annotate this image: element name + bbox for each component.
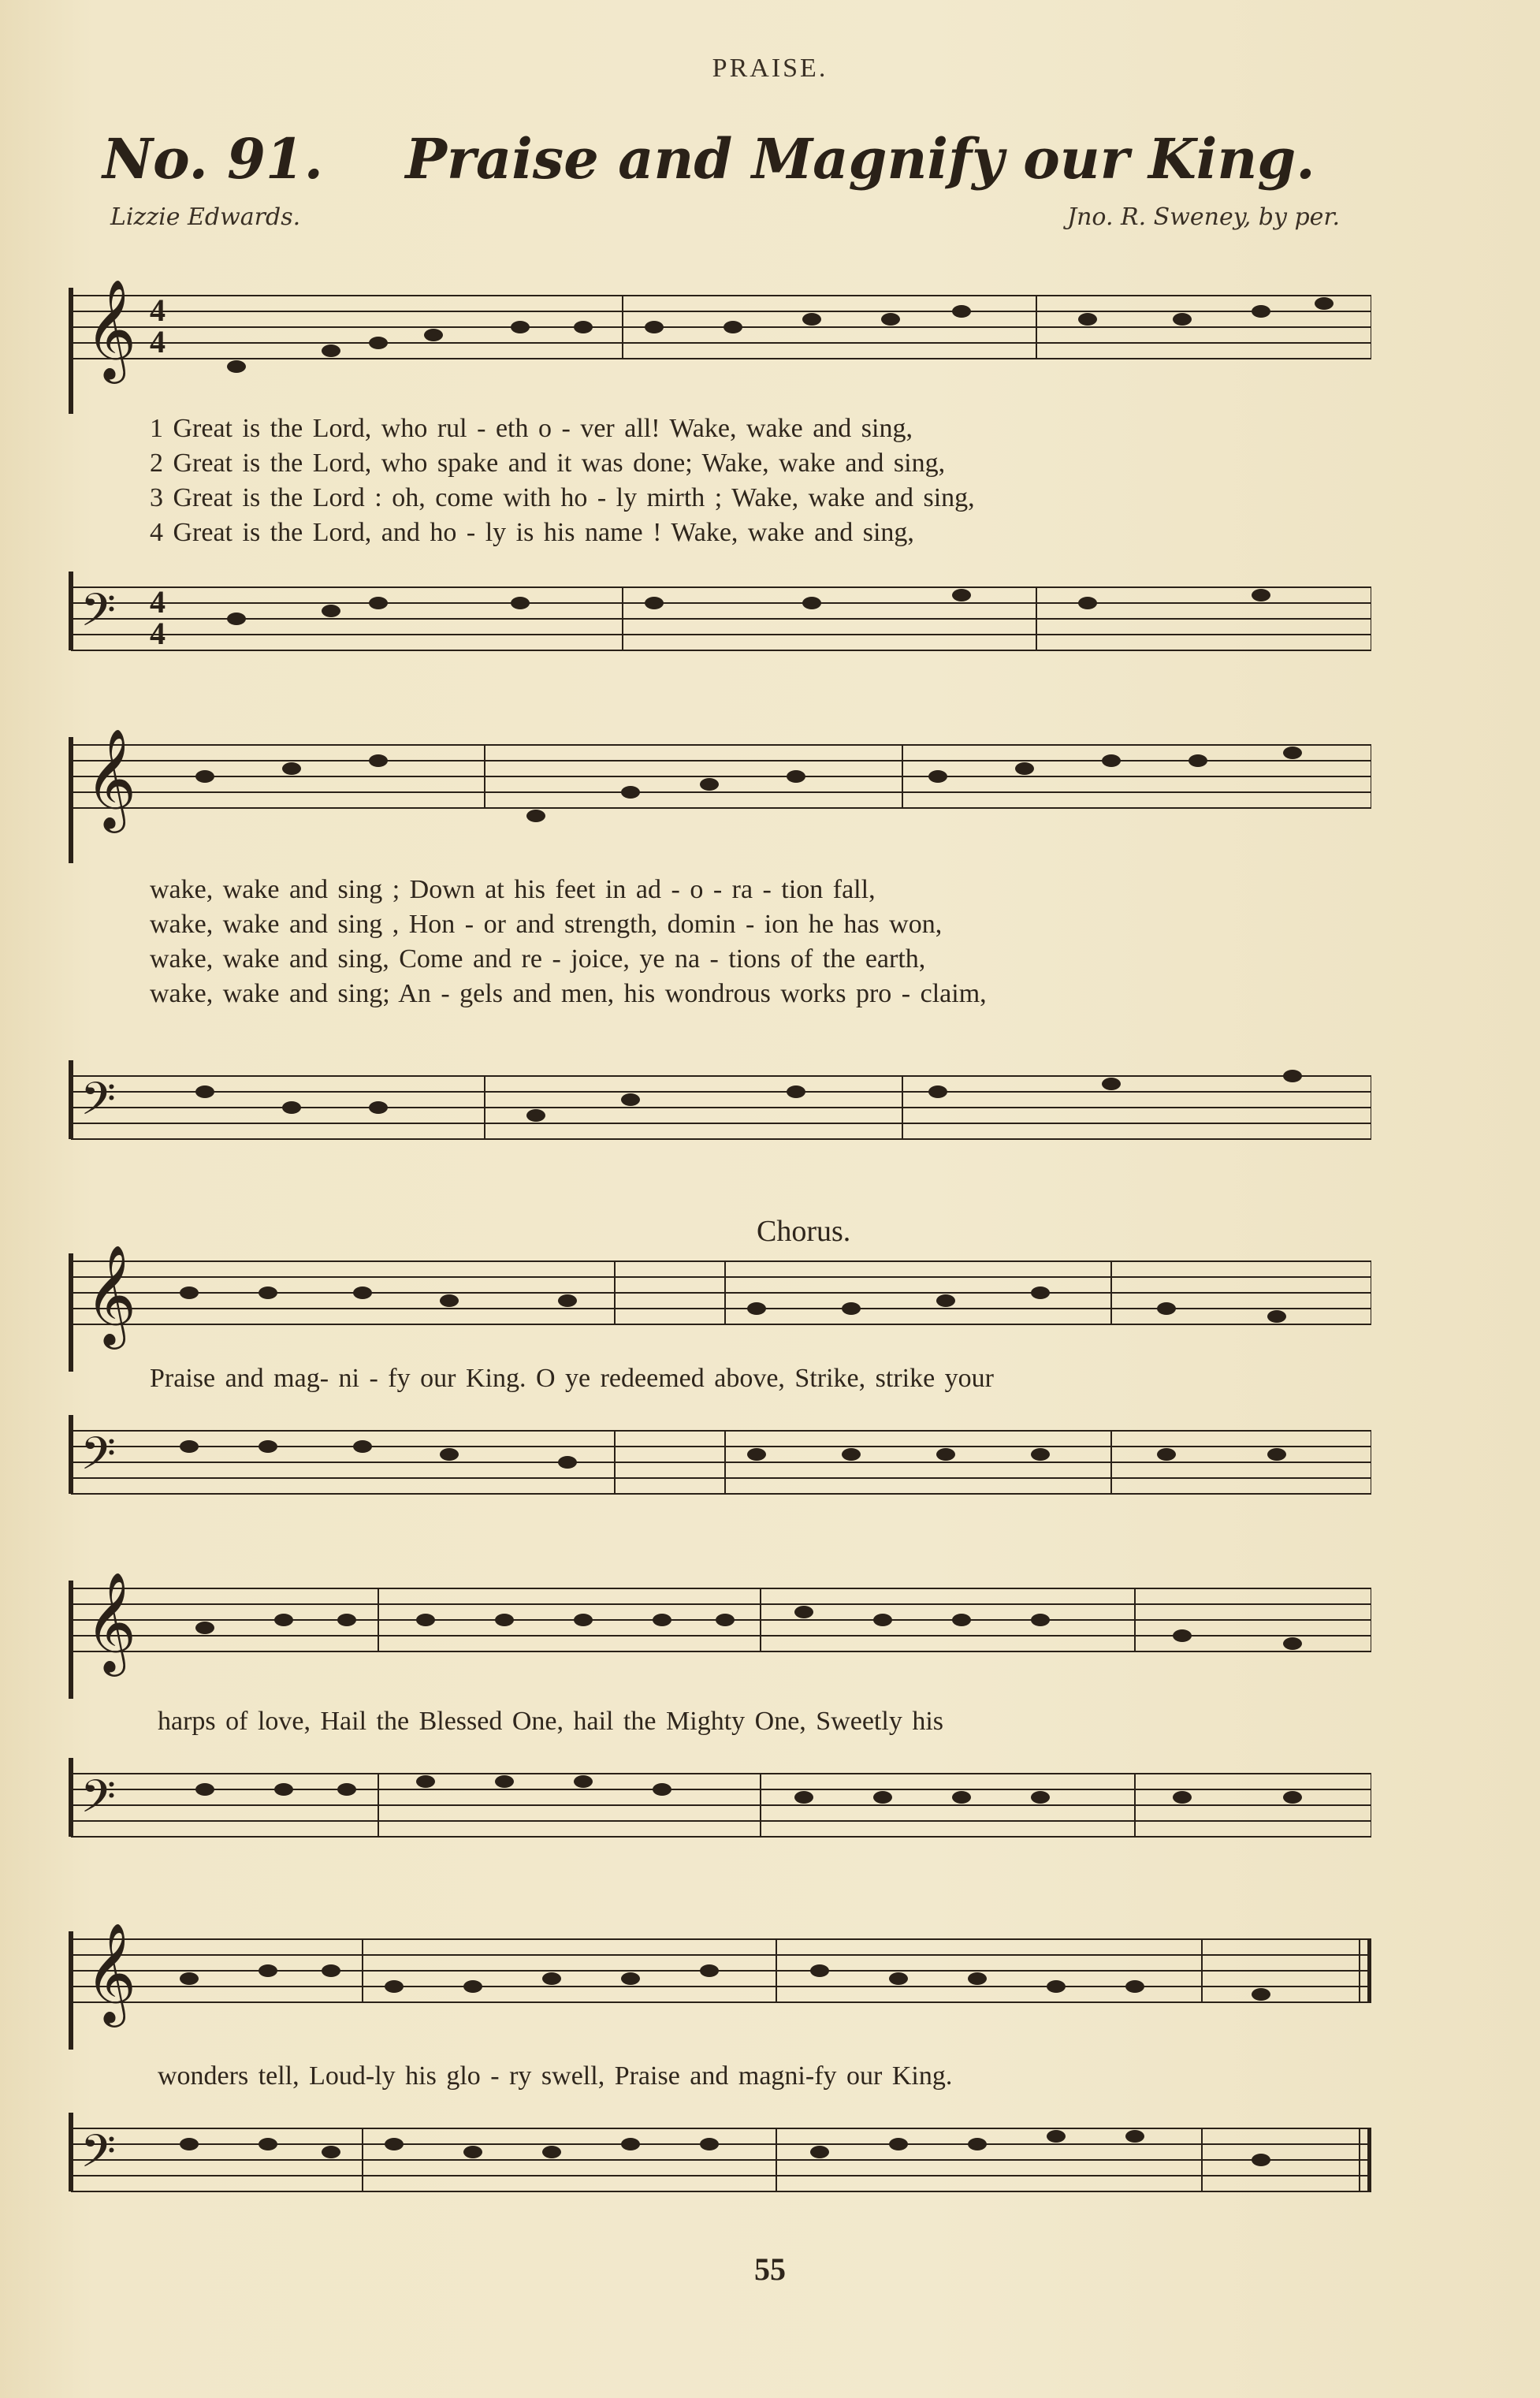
hymn-title: Praise and Magnify our King. (405, 126, 1315, 192)
composer: Jno. R. Sweney, by per. (1067, 203, 1340, 231)
verse-line-2: wake, wake and sing , Hon - or and strength, domin - ion he has won, (150, 910, 943, 939)
treble-staff-3 (63, 1246, 1371, 1372)
hymn-number: No. 91. (102, 126, 323, 192)
svg-text:𝄢: 𝄢 (80, 1770, 117, 1834)
svg-text:𝄞: 𝄞 (85, 1923, 137, 2023)
treble-staff-4 (63, 1573, 1371, 1699)
chorus-lyrics-line-1: Praise and mag- ni - fy our King. O ye redeemed above, Strike, strike your (150, 1364, 994, 1393)
chorus-label: Chorus. (757, 1215, 851, 1248)
svg-text:𝄞: 𝄞 (85, 1573, 137, 1672)
lyricist: Lizzie Edwards. (110, 203, 301, 231)
verse-line-2: 2 Great is the Lord, who spake and it was done; Wake, wake and sing, (150, 449, 946, 478)
svg-text:𝄢: 𝄢 (80, 1427, 117, 1491)
music-system-3 (63, 1214, 1371, 1529)
svg-text:𝄞: 𝄞 (85, 1246, 137, 1345)
svg-text:𝄢: 𝄢 (80, 2124, 117, 2189)
svg-text:4: 4 (150, 324, 166, 359)
svg-text:𝄢: 𝄢 (80, 1072, 117, 1137)
verse-line-3: 3 Great is the Lord : oh, come with ho - ly mirth ; Wake, wake and sing, (150, 483, 975, 512)
svg-text:4: 4 (150, 584, 166, 620)
bass-staff-1 (63, 572, 1371, 674)
bass-staff-2 (63, 1060, 1371, 1163)
svg-text:4: 4 (150, 292, 166, 328)
chorus-lyrics-line-2: harps of love, Hail the Blessed One, hail the Mighty One, Sweetly his (158, 1707, 943, 1736)
music-system-5 (63, 1923, 1371, 2223)
treble-staff-5 (63, 1923, 1371, 2050)
bass-staff-3 (63, 1415, 1371, 1517)
treble-staff-1 (63, 280, 1371, 414)
bass-staff-5 (63, 2113, 1371, 2215)
music-system-1 (63, 280, 1371, 674)
svg-text:𝄞: 𝄞 (85, 280, 137, 379)
verse-line-4: 4 Great is the Lord, and ho - ly is his name ! Wake, wake and sing, (150, 518, 914, 547)
chorus-lyrics-line-3: wonders tell, Loud-ly his glo - ry swell, Praise and magni-fy our King. (158, 2061, 953, 2091)
verse-line-3: wake, wake and sing, Come and re - joice, ye na - tions of the earth, (150, 944, 926, 974)
bass-staff-4 (63, 1758, 1371, 1860)
running-head: PRAISE. (712, 54, 828, 83)
hymn-title-row (102, 126, 1403, 192)
svg-text:𝄞: 𝄞 (85, 729, 137, 829)
music-system-2 (63, 729, 1371, 1171)
page-number: 55 (754, 2251, 786, 2287)
music-system-4 (63, 1573, 1371, 1872)
verse-line-1: 1 Great is the Lord, who rul - eth o - ver all! Wake, wake and sing, (150, 414, 913, 443)
verse-line-4: wake, wake and sing; An - gels and men, his wondrous works pro - claim, (150, 979, 987, 1008)
svg-text:4: 4 (150, 616, 166, 651)
svg-text:𝄢: 𝄢 (80, 583, 117, 648)
treble-staff-2 (63, 729, 1371, 863)
verse-line-1: wake, wake and sing ; Down at his feet in ad - o - ra - tion fall, (150, 875, 876, 904)
